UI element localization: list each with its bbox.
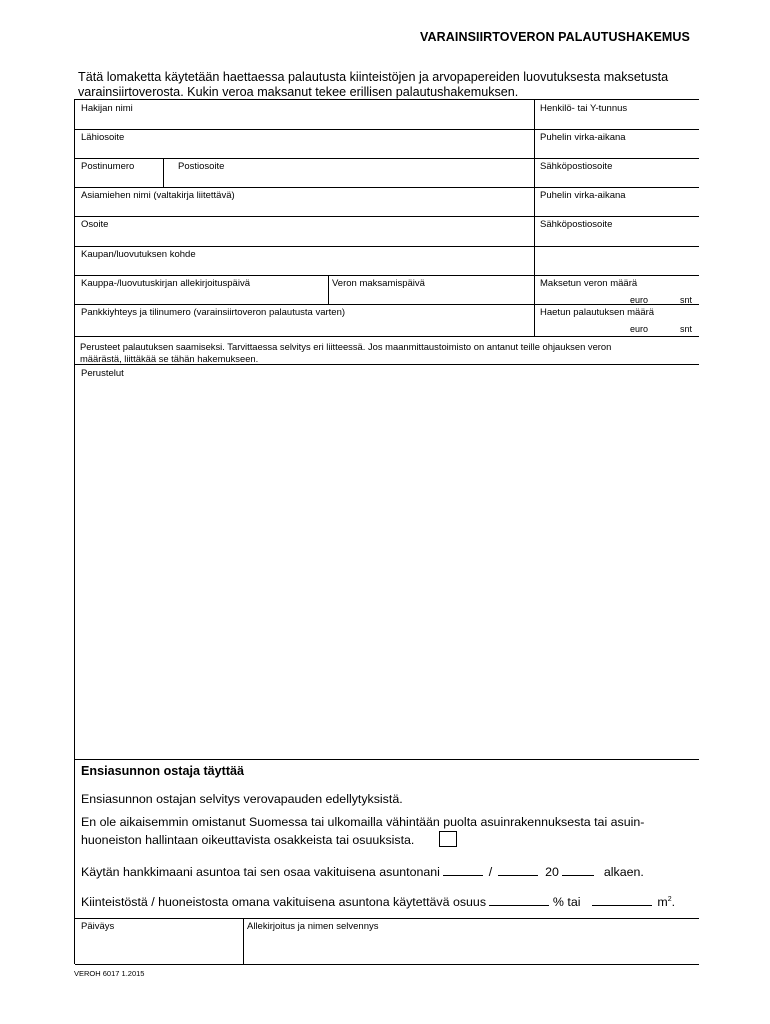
grounds-textarea[interactable] bbox=[81, 382, 695, 756]
deed-date-label: Kauppa-/luovutuskirjan allekirjoituspäivä bbox=[81, 278, 250, 289]
snt-label-2: snt bbox=[680, 324, 693, 334]
tax-payment-date-label: Veron maksamispäivä bbox=[332, 278, 425, 289]
agent-address-label: Osoite bbox=[81, 219, 109, 230]
deed-date-input[interactable] bbox=[81, 290, 321, 302]
post-office-label: Postiosoite bbox=[178, 161, 225, 172]
share-line bbox=[81, 892, 675, 910]
residence-use-text: Käytän hankkimaani asuntoa tai sen osaa vakituisena asuntonani bbox=[81, 865, 440, 879]
agent-name-label: Asiamiehen nimi (valtakirja liitettävä) bbox=[81, 190, 235, 201]
date-slash: / bbox=[488, 865, 493, 879]
agent-name-input[interactable] bbox=[81, 202, 521, 214]
phone-office-label: Puhelin virka-aikana bbox=[540, 132, 626, 143]
phone-office-input[interactable] bbox=[540, 144, 690, 156]
ownership-statement bbox=[81, 815, 691, 848]
tax-payment-date-input[interactable] bbox=[332, 290, 527, 302]
signature-input[interactable] bbox=[247, 936, 692, 950]
ownership-line-2: huoneiston hallintaan oikeuttavista osakkeista tai osuuksista. bbox=[81, 833, 415, 847]
applicant-name-input[interactable] bbox=[81, 115, 521, 127]
year-prefix: 20 bbox=[545, 865, 559, 879]
square-meter-blank[interactable] bbox=[592, 893, 652, 906]
postal-code-input[interactable] bbox=[81, 173, 159, 185]
intro-line-1: Tätä lomaketta käytetään haettaessa palautusta kiinteistöjen ja arvopapereiden luovutuksesta maksetusta bbox=[78, 70, 669, 84]
transfer-object-label: Kaupan/luovutuksen kohde bbox=[81, 249, 196, 260]
snt-label-1: snt bbox=[680, 295, 693, 305]
bank-account-label: Pankkiyhteys ja tilinumero (varainsiirtoveron palautusta varten) bbox=[81, 307, 346, 318]
share-period: . bbox=[671, 895, 676, 910]
grounds-label: Perustelut bbox=[81, 368, 124, 379]
personal-id-label: Henkilö- tai Y-tunnus bbox=[540, 103, 628, 114]
ownership-line-1: En ole aikaisemmin omistanut Suomessa tai ulkomailla vähintään puolta asuinrakennuksesta tai asuin- bbox=[81, 815, 645, 829]
applicant-name-label: Hakijan nimi bbox=[81, 103, 133, 114]
signature-label: Allekirjoitus ja nimen selvennys bbox=[247, 921, 379, 932]
grounds-note bbox=[80, 341, 690, 364]
euro-label-1: euro bbox=[630, 295, 649, 305]
intro-line-2: varainsiirtoverosta. Kukin veroa maksanut tekee erillisen palautushakemuksen. bbox=[78, 85, 519, 99]
agent-email-label: Sähköpostiosoite bbox=[540, 219, 613, 230]
grounds-note-line-2: määrästä, liittäkää se tähän hakemukseen. bbox=[80, 352, 259, 364]
percent-blank[interactable] bbox=[489, 893, 549, 906]
agent-email-input[interactable] bbox=[540, 231, 690, 243]
first-home-heading: Ensiasunnon ostaja täyttää bbox=[81, 764, 245, 778]
bank-account-input[interactable] bbox=[81, 320, 521, 332]
refund-amount-label: Haetun palautuksen määrä bbox=[540, 307, 655, 318]
form-title: VARAINSIIRTOVERON PALAUTUSHAKEMUS bbox=[420, 30, 690, 44]
agent-phone-input[interactable] bbox=[540, 202, 690, 214]
percent-or: % tai bbox=[552, 895, 581, 910]
date-input[interactable] bbox=[81, 936, 236, 950]
grounds-note-line-1: Perusteet palautuksen saamiseksi. Tarvittaessa selvitys eri liitteessä. Jos maanmittaustoimisto on antanut teille ohjauksen veron bbox=[80, 341, 612, 352]
from-text: alkaen. bbox=[603, 865, 644, 879]
application-form bbox=[74, 99, 699, 964]
street-address-input[interactable] bbox=[81, 144, 521, 156]
share-text: Kiinteistöstä / huoneistosta omana vakituisena asuntona käytettävä osuus bbox=[81, 895, 487, 910]
agent-address-input[interactable] bbox=[81, 231, 521, 243]
residence-use-line bbox=[81, 863, 644, 880]
euro-label-2: euro bbox=[630, 324, 649, 334]
square-superscript: 2 bbox=[667, 896, 672, 903]
year-blank[interactable] bbox=[562, 863, 594, 876]
post-office-input[interactable] bbox=[178, 173, 523, 185]
email-input[interactable] bbox=[540, 173, 690, 185]
first-home-intro: Ensiasunnon ostajan selvitys verovapauden edellytyksistä. bbox=[81, 792, 403, 806]
month-blank[interactable] bbox=[498, 863, 538, 876]
email-label: Sähköpostiosoite bbox=[540, 161, 613, 172]
ownership-checkbox[interactable] bbox=[439, 831, 457, 847]
tax-paid-amount-label: Maksetun veron määrä bbox=[540, 278, 638, 289]
street-address-label: Lähiosoite bbox=[81, 132, 125, 143]
agent-phone-label: Puhelin virka-aikana bbox=[540, 190, 626, 201]
form-intro bbox=[78, 70, 718, 100]
postal-code-label: Postinumero bbox=[81, 161, 135, 172]
transfer-object-input[interactable] bbox=[81, 261, 691, 273]
day-blank[interactable] bbox=[443, 863, 483, 876]
m-unit: m bbox=[657, 895, 668, 910]
date-label: Päiväys bbox=[81, 921, 115, 932]
form-code: VEROH 6017 1.2015 bbox=[74, 969, 145, 978]
personal-id-input[interactable] bbox=[540, 115, 690, 127]
